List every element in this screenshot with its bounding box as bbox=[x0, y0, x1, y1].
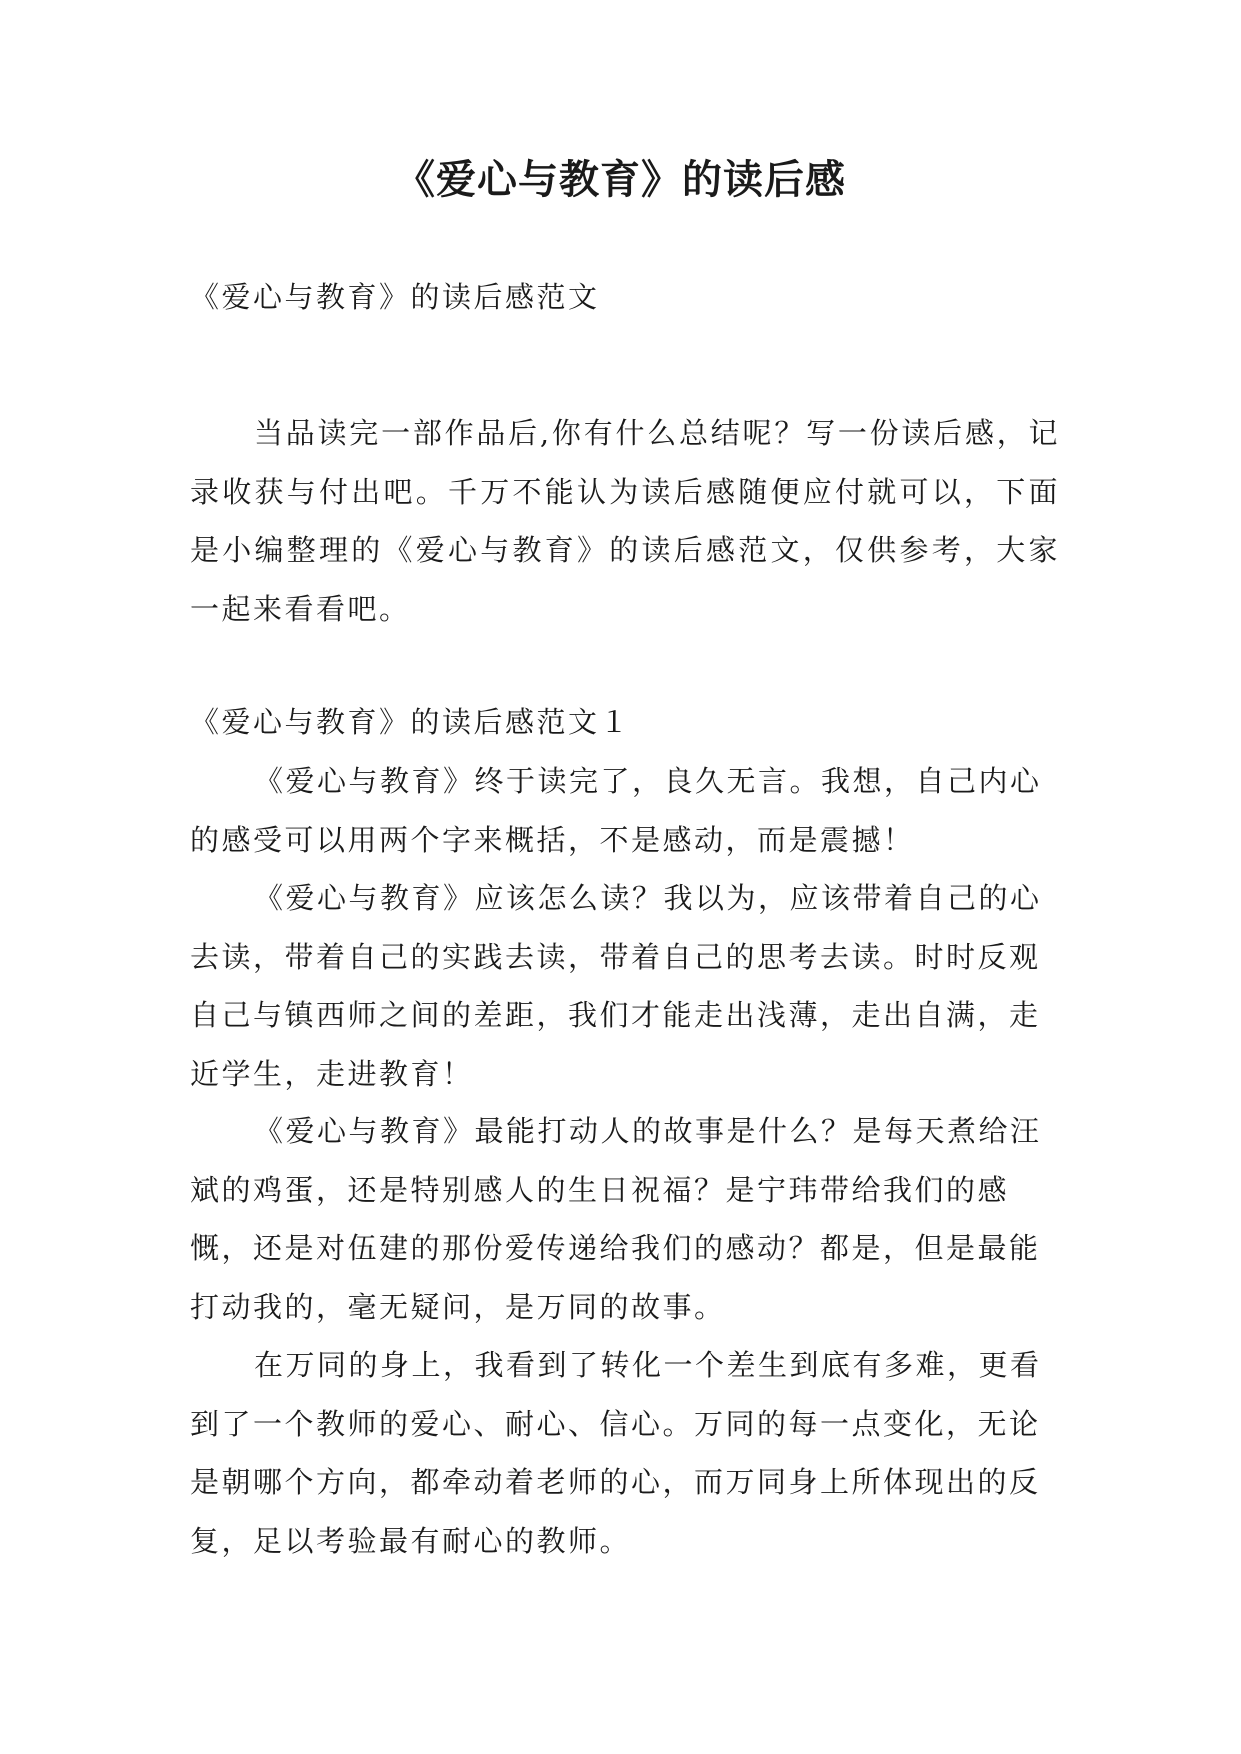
intro-paragraph: 当品读完一部作品后,你有什么总结呢？写一份读后感，记录收获与付出吧。千万不能认为读后感随便应付就可以，下面是小编整理的《爱心与教育》的读后感范文，仅供参考，大家一起来看看吧。 bbox=[190, 416, 1060, 626]
body-paragraph-3: 《爱心与教育》最能打动人的故事是什么？是每天煮给汪斌的鸡蛋，还是特别感人的生日祝福？是宁玮带给我们的感慨，还是对伍建的那份爱传递给我们的感动？都是，但是最能打动我的，毫无疑问，是万同的故事。 bbox=[190, 1114, 1042, 1324]
body-paragraph-2: 《爱心与教育》应该怎么读？我以为，应该带着自己的心去读，带着自己的实践去读，带着自己的思考去读。时时反观自己与镇西师之间的差距，我们才能走出浅薄，走出自满，走近学生，走进教育！ bbox=[190, 881, 1042, 1091]
document-title: 《爱心与教育》的读后感 bbox=[395, 157, 846, 203]
section-heading: 《爱心与教育》的读后感范文１ bbox=[190, 705, 632, 739]
document-subtitle: 《爱心与教育》的读后感范文 bbox=[190, 280, 600, 314]
body-paragraph-4: 在万同的身上，我看到了转化一个差生到底有多难，更看到了一个教师的爱心、耐心、信心。万同的每一点变化，无论是朝哪个方向，都牵动着老师的心，而万同身上所体现出的反复，足以考验最有耐心的教师。 bbox=[190, 1348, 1042, 1558]
body-paragraph-1: 《爱心与教育》终于读完了，良久无言。我想，自己内心的感受可以用两个字来概括，不是感动，而是震撼！ bbox=[190, 764, 1042, 857]
